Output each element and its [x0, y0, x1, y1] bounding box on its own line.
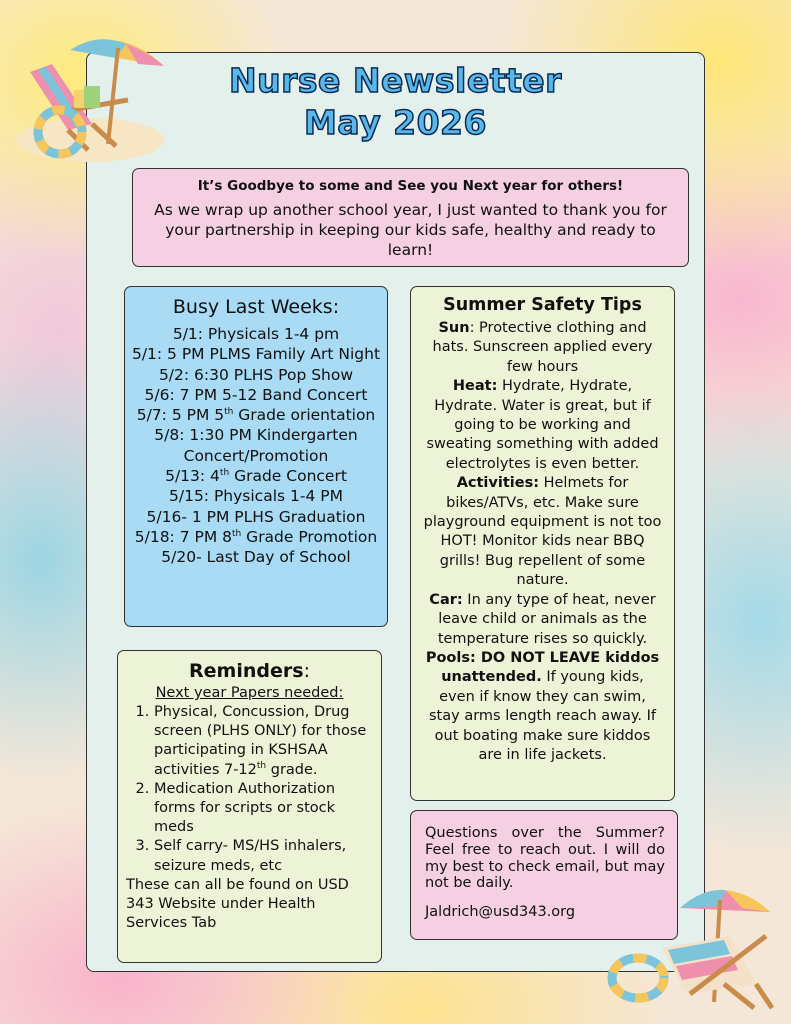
intro-heading: It’s Goodbye to some and See you Next year for others!	[197, 178, 624, 194]
safety-tip	[411, 591, 674, 649]
busy-item-text: 5/16- 1 PM PLHS Graduation	[146, 507, 366, 526]
busy-item-ordinal: th	[232, 528, 242, 539]
reminder-item-text: Medication Authorization forms for scripts or stock meds	[154, 780, 336, 836]
safety-tip	[411, 649, 674, 765]
reminder-item-text: Physical, Concussion, Drug screen (PLHS ONLY) for those participating in KSHSAA activities 7-12	[154, 704, 367, 778]
reminders-subtitle: Next year Papers needed:	[155, 685, 344, 701]
busy-item	[125, 527, 387, 547]
safety-tip-label: Car:	[429, 591, 463, 608]
busy-weeks-title: Busy Last Weeks:	[172, 296, 340, 318]
busy-item-text: 5/1: 5 PM PLMS Family Art Night	[131, 345, 381, 364]
safety-tip	[411, 377, 674, 474]
busy-item	[125, 405, 387, 425]
contact-email[interactable]: Jaldrich@usd343.org	[425, 904, 576, 921]
busy-item-text-end: Grade Concert	[229, 467, 347, 486]
safety-tips-box	[410, 286, 675, 801]
busy-item	[125, 344, 387, 364]
busy-item	[125, 547, 387, 567]
busy-item	[125, 365, 387, 385]
busy-item	[125, 507, 387, 527]
safety-tip-label: Activities:	[456, 475, 539, 492]
reminder-item-text-end: grade.	[266, 761, 318, 778]
reminders-title	[118, 660, 381, 682]
reminder-item-text: Self carry- MS/HS inhalers, seizure meds, etc	[154, 838, 347, 874]
busy-item	[125, 324, 387, 344]
questions-text: Questions over the Summer? Feel free to reach out. I will do my best to check email, but may not be daily.	[425, 825, 665, 892]
safety-tip-text: If young kids, even if know they can swim, stay arms length reach away. If out boating make sure kiddos are in life jackets.	[429, 669, 656, 763]
busy-item-text-end: Grade Promotion	[241, 527, 378, 546]
safety-tips-list	[411, 319, 674, 765]
busy-item-text: 5/18: 7 PM 8	[134, 527, 233, 546]
beach-chair-umbrella-icon	[8, 14, 168, 164]
busy-item-ordinal: th	[219, 467, 230, 478]
busy-item-text: 5/13: 4	[165, 467, 220, 486]
reminders-footer: These can all be found on USD 343 Website under Health Services Tab	[126, 876, 349, 932]
busy-weeks-box	[124, 286, 388, 627]
safety-tips-title: Summer Safety Tips	[443, 295, 642, 315]
reminders-list	[118, 703, 381, 876]
busy-item	[125, 425, 387, 466]
busy-item	[125, 466, 387, 486]
beach-chair-umbrella-icon	[606, 876, 786, 1016]
busy-item-text: 5/6: 7 PM 5-12 Band Concert	[144, 385, 368, 404]
newsletter-title: Nurse Newsletter	[229, 61, 562, 100]
reminders-title-text: Reminders	[189, 660, 304, 682]
busy-item	[125, 385, 387, 405]
busy-item-ordinal: th	[224, 407, 234, 418]
safety-tip-text: : Protective clothing and hats. Sunscreen applied every few hours	[432, 320, 653, 375]
safety-tip	[411, 319, 674, 377]
busy-item-text: 5/7: 5 PM 5	[136, 406, 225, 425]
reminder-item	[154, 780, 371, 838]
busy-item-text: 5/8: 1:30 PM Kindergarten Concert/Promotion	[154, 426, 358, 465]
intro-body: As we wrap up another school year, I just wanted to thank you for your partnership in keeping our kids safe, healthy and ready to learn!	[154, 201, 667, 259]
safety-tip-label: Sun	[438, 320, 470, 336]
intro-box	[132, 168, 689, 267]
safety-tip-text: In any type of heat, never leave child or animals as the temperature rises so quickly.	[437, 591, 656, 647]
busy-item-text: 5/2: 6:30 PLHS Pop Show	[158, 365, 354, 384]
busy-item	[125, 486, 387, 506]
reminders-title-colon: :	[303, 660, 310, 682]
reminder-item-ordinal: th	[256, 760, 267, 771]
safety-tip-text: Helmets for bikes/ATVs, etc. Make sure playground equipment is not too HOT! Monitor kids near BBQ grills! Bug repellent of some nature.	[423, 475, 662, 589]
safety-tip	[411, 474, 674, 590]
busy-item-text: 5/20- Last Day of School	[161, 548, 351, 567]
reminders-box	[117, 650, 382, 963]
safety-tip-label: Heat:	[452, 378, 498, 395]
busy-weeks-list	[125, 324, 387, 568]
safety-tip-text: Hydrate, Hydrate, Hydrate. Water is great, but if going to be working and sweating something with added electrolytes is even better.	[426, 378, 659, 472]
busy-item-text-end: Grade orientation	[233, 406, 376, 425]
safety-tip-label: Pools: DO NOT LEAVE kiddos unattended.	[425, 649, 660, 686]
busy-item-text: 5/1: Physicals 1-4 pm	[172, 325, 340, 343]
busy-item-text: 5/15: Physicals 1-4 PM	[169, 487, 343, 506]
reminder-item	[154, 837, 371, 875]
newsletter-month: May 2026	[304, 103, 487, 142]
reminder-item	[154, 703, 371, 780]
